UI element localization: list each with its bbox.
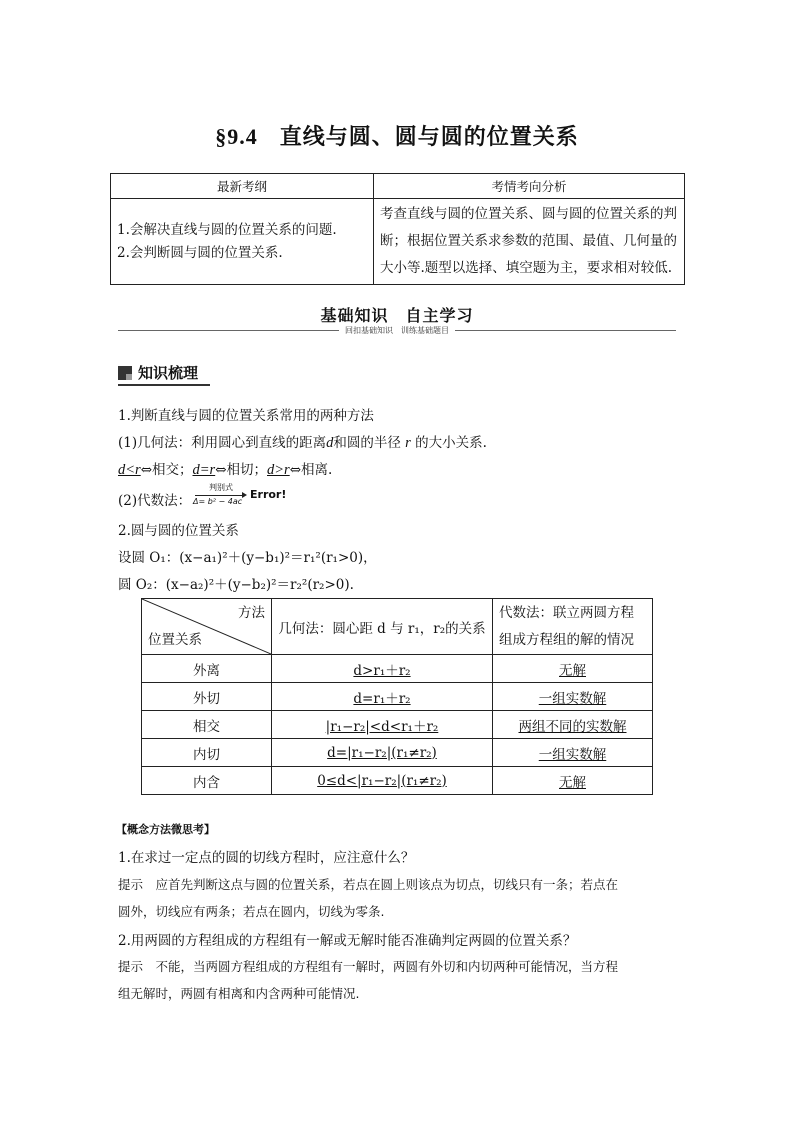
geometry-header: 几何法：圆心距 d 与 r₁，r₂的关系 bbox=[272, 599, 493, 655]
outline-right-line: 大小等.题型以选择、填空题为主，要求相对较低. bbox=[380, 260, 673, 276]
diag-top-label: 方法 bbox=[238, 605, 265, 621]
rel-tangent: d=r bbox=[192, 462, 216, 478]
p1-geo-end: 的大小关系. bbox=[415, 435, 487, 451]
row-relation: 外离 bbox=[142, 655, 272, 683]
table-row bbox=[142, 683, 653, 711]
outline-right-line: 考查直线与圆的位置关系、圆与圆的位置关系的判 bbox=[380, 206, 677, 222]
row-geometry bbox=[272, 739, 493, 767]
table-row bbox=[142, 739, 653, 767]
heading-square-icon bbox=[118, 366, 132, 380]
page-title bbox=[0, 120, 794, 151]
p1-geo-text: (1)几何法：利用圆心到直线的距离 bbox=[118, 435, 327, 451]
row-geometry bbox=[272, 683, 493, 711]
answer-2-line: 提示 不能，当两圆方程组成的方程组有一解时，两圆有外切和内切两种可能情况，当方程 bbox=[118, 959, 619, 974]
section-subtitle-text: 回扣基础知识 训练基础题目 bbox=[339, 326, 455, 335]
row-algebra bbox=[493, 767, 653, 795]
outline-left-cell bbox=[111, 199, 374, 285]
algebra-header-line: 代数法：联立两圆方程 bbox=[499, 604, 634, 621]
var-d: d bbox=[326, 435, 334, 451]
formula-error: Error! bbox=[250, 488, 287, 501]
geo-value: d=|r₁−r₂|(r₁≠r₂) bbox=[327, 744, 437, 761]
table-diagonal-header bbox=[142, 599, 272, 655]
rel-intersect: d<r bbox=[118, 462, 141, 478]
answer-2-line: 组无解时，两圆有相离和内含两种可能情况. bbox=[118, 986, 360, 1001]
row-relation: 相交 bbox=[142, 711, 272, 739]
row-algebra bbox=[493, 683, 653, 711]
row-algebra bbox=[493, 655, 653, 683]
alg-value: 两组不同的实数解 bbox=[518, 718, 627, 735]
row-geometry bbox=[272, 767, 493, 795]
relation-table bbox=[141, 598, 653, 795]
geo-value: |r₁−r₂|<d<r₁＋r₂ bbox=[325, 718, 439, 735]
p1-algebra: (2)代数法： bbox=[118, 493, 192, 509]
outline-left-line: 2.会判断圆与圆的位置关系. bbox=[117, 244, 283, 261]
outline-right-cell bbox=[374, 199, 685, 285]
p1-geometry bbox=[118, 431, 487, 452]
question-1: 1.在求过一定点的圆的切线方程时，应注意什么？ bbox=[118, 850, 415, 866]
p2-title: 2.圆与圆的位置关系 bbox=[118, 523, 239, 539]
p1-geo-mid: 和圆的半径 bbox=[333, 435, 401, 451]
answer-1-line: 提示 应首先判断这点与圆的位置关系，若点在圆上则该点为切点，切线只有一条；若点在 bbox=[118, 877, 619, 892]
section-subtitle bbox=[0, 325, 794, 336]
outline-table bbox=[110, 173, 685, 285]
circle-two: 圆 O₂：(x−a₂)²＋(y−b₂)²＝r₂²(r₂>0). bbox=[118, 577, 354, 593]
row-geometry bbox=[272, 711, 493, 739]
outline-left-line: 1.会解决直线与圆的位置关系的问题. bbox=[117, 221, 337, 238]
knowledge-heading-text: 知识梳理 bbox=[138, 364, 199, 382]
p1-title: 1.判断直线与圆的位置关系常用的两种方法 bbox=[118, 408, 374, 424]
title-text: 直线与圆、圆与圆的位置关系 bbox=[279, 124, 579, 150]
thinking-heading: 【概念方法微思考】 bbox=[116, 823, 215, 836]
alg-value: 无解 bbox=[559, 662, 586, 679]
knowledge-heading bbox=[118, 362, 198, 383]
algebra-header-line: 组成方程组的解的情况 bbox=[499, 631, 634, 648]
geo-value: d=r₁＋r₂ bbox=[353, 690, 411, 707]
row-algebra bbox=[493, 711, 653, 739]
row-relation: 外切 bbox=[142, 683, 272, 711]
rel-separate: d>r bbox=[267, 462, 290, 478]
table-row bbox=[142, 767, 653, 795]
alg-value: 一组实数解 bbox=[538, 746, 607, 763]
algebra-header bbox=[493, 599, 653, 655]
geo-value: 0≤d<|r₁−r₂|(r₁≠r₂) bbox=[317, 772, 447, 789]
table-row bbox=[142, 711, 653, 739]
section-title: 基础知识 自主学习 bbox=[320, 306, 474, 325]
diag-bottom-label: 位置关系 bbox=[148, 632, 202, 648]
circle-one: 设圆 O₁：(x−a₁)²＋(y−b₁)²＝r₁²(r₁>0)， bbox=[118, 550, 377, 566]
outline-header-left: 最新考纲 bbox=[111, 174, 374, 199]
alg-value: 无解 bbox=[559, 774, 586, 791]
formula-label: 判别式 bbox=[209, 483, 233, 492]
relation-line bbox=[118, 458, 332, 479]
question-2: 2.用两圆的方程组成的方程组有一解或无解时能否准确判定两圆的位置关系？ bbox=[118, 933, 577, 949]
rel-intersect-label: ⇔相交； bbox=[140, 462, 193, 478]
heading-underline bbox=[118, 384, 210, 386]
var-r: r bbox=[405, 435, 411, 451]
outline-header-right: 考情考向分析 bbox=[374, 174, 685, 199]
rel-tangent-label: ⇔相切； bbox=[215, 462, 267, 478]
row-relation: 内切 bbox=[142, 739, 272, 767]
formula-below: Δ= b² − 4ac bbox=[193, 497, 243, 506]
answer-1-line: 圆外，切线应有两条；若点在圆内，切线为零条. bbox=[118, 904, 385, 919]
outline-right-line: 断；根据位置关系求参数的范围、最值、几何量的 bbox=[380, 233, 677, 249]
row-algebra bbox=[493, 739, 653, 767]
rel-separate-label: ⇔相离. bbox=[289, 462, 333, 478]
row-geometry bbox=[272, 655, 493, 683]
table-row bbox=[142, 655, 653, 683]
geo-value: d>r₁＋r₂ bbox=[353, 662, 411, 679]
alg-value: 一组实数解 bbox=[538, 690, 607, 707]
section-number: §9.4 bbox=[215, 124, 258, 149]
discriminant-formula bbox=[195, 484, 355, 508]
row-relation: 内含 bbox=[142, 767, 272, 795]
arrow-icon bbox=[195, 495, 245, 496]
